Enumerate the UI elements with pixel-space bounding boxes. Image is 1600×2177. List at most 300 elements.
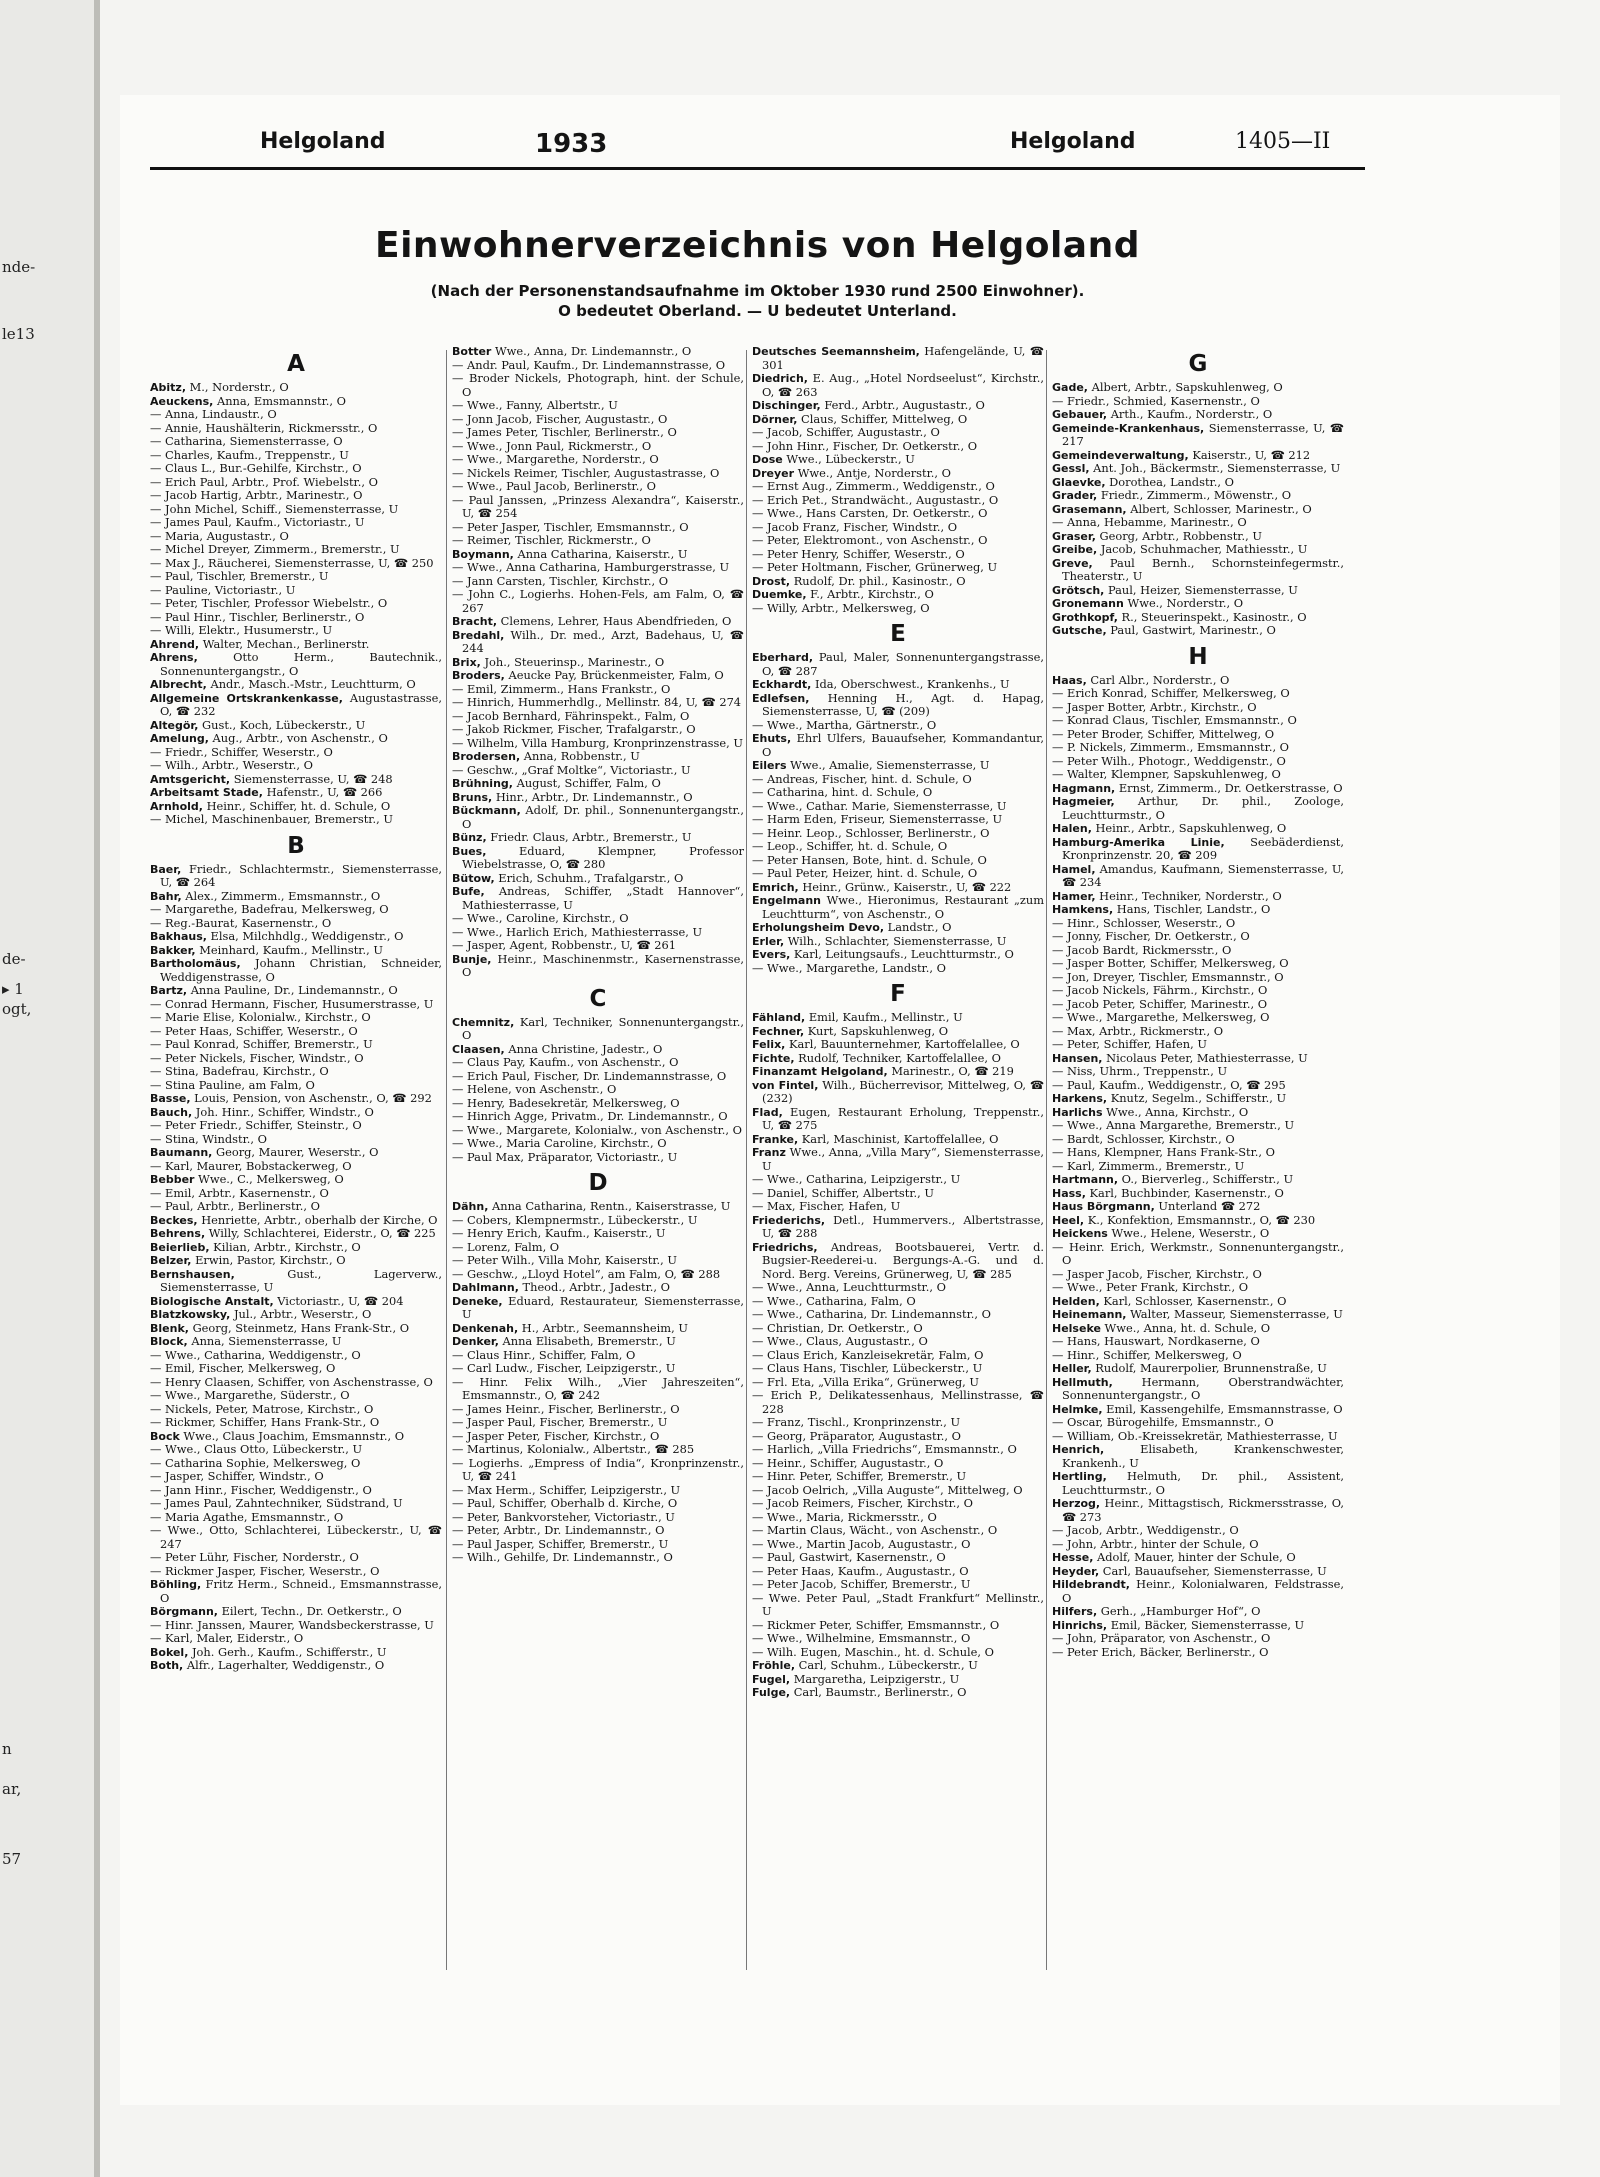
entry-surname: Helseke bbox=[1052, 1321, 1101, 1335]
entry-details: Joh. Gerh., Kaufm., Schifferstr., U bbox=[188, 1644, 387, 1659]
entry-details: Seebäderdienst, Kronprinzenstr. 20, ☎ 209 bbox=[1062, 834, 1344, 862]
directory-entry bbox=[452, 615, 744, 629]
entry-details: O., Bierverleg., Schifferstr., U bbox=[1118, 1172, 1294, 1186]
directory-entry bbox=[752, 1538, 1044, 1552]
section-letter: D bbox=[588, 1170, 608, 1196]
entry-surname: Erholungsheim Devo, bbox=[752, 921, 885, 934]
directory-entry bbox=[452, 696, 744, 710]
entry-details: — Wwe., Jonn Paul, Rickmerstr., O bbox=[452, 438, 652, 453]
directory-entry bbox=[752, 1281, 1044, 1295]
entry-details: Walter, Masseur, Siemensterrasse, U bbox=[1126, 1307, 1343, 1321]
entry-details: — Wwe., Margarethe, Norderstr., O bbox=[452, 452, 659, 466]
directory-entry bbox=[150, 1484, 442, 1498]
directory-entry bbox=[1052, 381, 1344, 395]
entry-details: Adolf, Dr. phil., Sonnenuntergangstr., O bbox=[462, 803, 744, 831]
entry-surname: Bakhaus, bbox=[150, 930, 207, 943]
directory-entry bbox=[1052, 1565, 1344, 1579]
directory-entry bbox=[452, 1137, 744, 1151]
entry-details: — Wwe., Otto, Schlachterei, Lübeckerstr., U, ☎ 247 bbox=[150, 1523, 442, 1551]
directory-entry bbox=[752, 1038, 1044, 1052]
entry-details: — Frl. Eta, „Villa Erika“, Grünerweg, U bbox=[752, 1374, 980, 1389]
directory-entry bbox=[752, 692, 1044, 719]
entry-details: Aug., Arbtr., von Aschenstr., O bbox=[208, 731, 388, 745]
directory-entry bbox=[1052, 1362, 1344, 1376]
entry-details: Anna Pauline, Dr., Lindemannstr., O bbox=[187, 983, 398, 997]
entry-details: — James Paul, Zahntechniker, Südstrand, U bbox=[150, 1496, 403, 1510]
margin-fragment: n bbox=[2, 1740, 12, 1758]
entry-surname: Finanzamt Helgoland, bbox=[752, 1065, 888, 1078]
directory-entry bbox=[150, 435, 442, 449]
directory-entry bbox=[150, 1403, 442, 1417]
directory-entry bbox=[452, 413, 744, 427]
directory-entry bbox=[1052, 836, 1344, 863]
entry-details: — Wwe., Harlich Erich, Mathiesterrasse, U bbox=[452, 924, 703, 939]
directory-entry bbox=[1052, 489, 1344, 503]
entry-details: — Max, Fischer, Hafen, U bbox=[752, 1199, 901, 1213]
directory-entry bbox=[752, 1322, 1044, 1336]
entry-details: — Anna, Lindaustr., O bbox=[150, 407, 277, 421]
directory-entry bbox=[752, 1470, 1044, 1484]
entry-details: Gerh., „Hamburger Hof“, O bbox=[1097, 1604, 1261, 1618]
directory-entry bbox=[1052, 984, 1344, 998]
entry-details: — Wwe., Catharina, Dr. Lindemannstr., O bbox=[752, 1307, 991, 1321]
entry-details: — Heinr. Leop., Schlosser, Berlinerstr., O bbox=[752, 825, 990, 840]
entry-details: Heinr., Kolonialwaren, Feldstrasse, O bbox=[1062, 1577, 1344, 1605]
subtitle-legend: O bedeutet Oberland. — U bedeutet Unterland. bbox=[558, 302, 957, 320]
directory-entry bbox=[150, 1254, 442, 1268]
directory-column-2 bbox=[452, 345, 744, 1985]
entry-details: — Jann Hinr., Fischer, Weddigenstr., O bbox=[150, 1482, 372, 1497]
entry-details: — Wilhelm, Villa Hamburg, Kronprinzenstrasse, U bbox=[452, 735, 743, 750]
directory-entry bbox=[452, 1097, 744, 1111]
directory-entry bbox=[752, 1052, 1044, 1066]
previous-page-edge bbox=[0, 0, 97, 2177]
entry-surname: Grothkopf, bbox=[1052, 610, 1118, 624]
entry-surname: Bokel, bbox=[150, 1645, 189, 1659]
directory-entry bbox=[150, 624, 442, 638]
entry-details: — Catharina, Siemensterrasse, O bbox=[150, 434, 343, 448]
directory-entry bbox=[452, 1043, 744, 1057]
entry-details: — Wwe., Fanny, Albertstr., U bbox=[452, 398, 618, 412]
entry-details: — Catharina Sophie, Melkersweg, O bbox=[150, 1455, 361, 1470]
entry-surname: Harlichs bbox=[1052, 1105, 1103, 1119]
entry-details: — Peter Wilh., Photogr., Weddigenstr., O bbox=[1052, 753, 1286, 768]
directory-entry bbox=[452, 1538, 744, 1552]
section-letter: C bbox=[589, 985, 607, 1012]
entry-details: Carl, Baumstr., Berlinerstr., O bbox=[790, 1685, 967, 1699]
entry-details: Kaiserstr., U, ☎ 212 bbox=[1188, 447, 1311, 462]
entry-surname: Heller, bbox=[1052, 1362, 1092, 1375]
entry-details: — Peter Hansen, Bote, hint. d. Schule, O bbox=[752, 852, 987, 867]
entry-details: — Jacob Peter, Schiffer, Marinestr., O bbox=[1052, 996, 1268, 1011]
entry-surname: Herzog, bbox=[1052, 1497, 1101, 1510]
entry-details: Andr., Masch.-Mstr., Leuchtturm, O bbox=[206, 677, 416, 691]
entry-details: — Conrad Hermann, Fischer, Husumerstrasse, U bbox=[150, 996, 434, 1011]
entry-details: — Michel Dreyer, Zimmerm., Bremerstr., U bbox=[150, 542, 400, 556]
directory-entry bbox=[452, 926, 744, 940]
directory-entry bbox=[1052, 701, 1344, 715]
entry-surname: Franz bbox=[752, 1146, 786, 1159]
entry-details: Wwe., Anna, Dr. Lindemannstr., O bbox=[491, 345, 692, 358]
directory-entry bbox=[1052, 624, 1344, 638]
directory-entry bbox=[1052, 408, 1344, 422]
directory-entry bbox=[150, 638, 442, 652]
entry-surname: Behrens, bbox=[150, 1227, 206, 1240]
entry-details: — Peter Broder, Schiffer, Mittelweg, O bbox=[1052, 726, 1275, 741]
entry-details: — Wwe., Caroline, Kirchstr., O bbox=[452, 911, 629, 925]
entry-surname: Ahrens, bbox=[150, 651, 198, 664]
entry-surname: Baumann, bbox=[150, 1146, 213, 1159]
entry-details: Emil, Bäcker, Siemensterrasse, U bbox=[1107, 1617, 1305, 1632]
directory-entry bbox=[150, 422, 442, 436]
directory-entry bbox=[452, 561, 744, 575]
entry-surname: Halen, bbox=[1052, 822, 1092, 835]
entry-surname: Engelmann bbox=[752, 894, 821, 907]
directory-entry bbox=[150, 503, 442, 517]
entry-surname: Baer, bbox=[150, 862, 182, 876]
directory-entry bbox=[1052, 1079, 1344, 1093]
directory-entry bbox=[150, 1295, 442, 1309]
directory-entry bbox=[1052, 1349, 1344, 1363]
directory-entry bbox=[752, 1619, 1044, 1633]
entry-details: Wwe., Lübeckerstr., U bbox=[782, 452, 915, 466]
directory-entry bbox=[150, 516, 442, 530]
entry-details: Anna Elisabeth, Bremerstr., U bbox=[498, 1334, 676, 1348]
entry-details: — Jacob Franz, Fischer, Windstr., O bbox=[752, 519, 958, 534]
directory-entry bbox=[1052, 1092, 1344, 1106]
directory-entry bbox=[150, 1106, 442, 1120]
directory-entry bbox=[752, 521, 1044, 535]
entry-details: Heinr., Techniker, Norderstr., O bbox=[1095, 888, 1282, 903]
entry-surname: Hildebrandt, bbox=[1052, 1578, 1130, 1591]
directory-entry bbox=[150, 1497, 442, 1511]
directory-entry bbox=[150, 813, 442, 827]
directory-entry bbox=[1052, 1551, 1344, 1565]
directory-entry bbox=[150, 1052, 442, 1066]
entry-details: — Hans, Hauswart, Nordkaserne, O bbox=[1052, 1334, 1260, 1348]
entry-surname: Bakker, bbox=[150, 943, 196, 957]
entry-details: F., Arbtr., Kirchstr., O bbox=[806, 587, 934, 601]
directory-entry bbox=[1052, 782, 1344, 796]
entry-surname: Altegör, bbox=[150, 718, 199, 732]
entry-details: Rudolf, Maurerpolier, Brunnenstraße, U bbox=[1091, 1361, 1327, 1375]
directory-entry bbox=[150, 984, 442, 998]
entry-surname: Gemeindeverwaltung, bbox=[1052, 448, 1189, 462]
directory-entry bbox=[1052, 863, 1344, 890]
entry-details: — Peter, Arbtr., Dr. Lindemannstr., O bbox=[452, 1523, 665, 1537]
directory-entry bbox=[150, 1173, 442, 1187]
directory-entry bbox=[150, 1470, 442, 1484]
entry-details: — Max J., Räucherei, Siemensterrasse, U, ☎ 250 bbox=[150, 555, 434, 570]
entry-details: — Erich P., Delikatessenhaus, Mellinstrasse, ☎ 228 bbox=[752, 1388, 1044, 1416]
entry-details: Ferd., Arbtr., Augustastr., O bbox=[820, 398, 985, 412]
entry-surname: Hansen, bbox=[1052, 1051, 1103, 1065]
directory-entry bbox=[752, 1457, 1044, 1471]
entry-surname: Bückmann, bbox=[452, 804, 521, 817]
directory-entry bbox=[452, 1124, 744, 1138]
entry-details: — John, Arbtr., hinter der Schule, O bbox=[1052, 1536, 1259, 1551]
directory-entry bbox=[1052, 1524, 1344, 1538]
entry-surname: Diedrich, bbox=[752, 372, 808, 385]
margin-fragment: ▸ 1 bbox=[2, 980, 24, 998]
entry-details: — Jacob Hartig, Arbtr., Marinestr., O bbox=[150, 488, 363, 502]
entry-details: — Wwe., Martin Jacob, Augustastr., O bbox=[752, 1536, 971, 1551]
entry-surname: Broders, bbox=[452, 669, 505, 682]
directory-entry bbox=[1052, 971, 1344, 985]
directory-entry bbox=[150, 530, 442, 544]
section-letter: B bbox=[287, 832, 305, 859]
directory-entry bbox=[452, 1430, 744, 1444]
entry-details: — Claus Hans, Tischler, Lübeckerstr., U bbox=[752, 1361, 983, 1375]
entry-surname: Hamkens, bbox=[1052, 903, 1114, 916]
entry-surname: Helmke, bbox=[1052, 1402, 1103, 1416]
entry-surname: Franke, bbox=[752, 1132, 799, 1146]
entry-details: Karl, Techniker, Sonnenuntergangstr., O bbox=[462, 1014, 744, 1042]
directory-entry bbox=[1052, 1146, 1344, 1160]
entry-details: Wilh., Bücherrevisor, Mittelweg, O, ☎ (232) bbox=[762, 1077, 1044, 1105]
entry-details: — Andreas, Fischer, hint. d. Schule, O bbox=[752, 771, 972, 786]
directory-entry bbox=[1052, 449, 1344, 463]
entry-details: — Wwe., Martha, Gärtnerstr., O bbox=[752, 717, 937, 732]
directory-entry bbox=[150, 611, 442, 625]
entry-details: — Hinr. Janssen, Maurer, Wandsbeckerstrasse, U bbox=[150, 1617, 434, 1632]
directory-entry bbox=[1052, 1052, 1344, 1066]
section-letter: A bbox=[287, 351, 305, 377]
header-place-left: Helgoland bbox=[260, 129, 386, 154]
directory-entry bbox=[752, 867, 1044, 881]
directory-entry bbox=[1052, 1214, 1344, 1228]
directory-entry bbox=[452, 1416, 744, 1430]
directory-entry bbox=[752, 1551, 1044, 1565]
entry-details: Siemensterrasse, U, ☎ 248 bbox=[230, 771, 393, 786]
entry-details: Marinestr., O, ☎ 219 bbox=[887, 1064, 1014, 1078]
entry-surname: Abitz, bbox=[150, 381, 186, 394]
entry-surname: Edlefsen, bbox=[752, 691, 810, 705]
directory-entry bbox=[452, 737, 744, 751]
entry-details: E. Aug., „Hotel Nordseelust“, Kirchstr., O, ☎ 263 bbox=[762, 371, 1044, 399]
entry-details: — Wwe., Claus, Augustastr., O bbox=[752, 1334, 928, 1348]
column-rule bbox=[746, 350, 747, 1970]
directory-entry bbox=[1052, 1632, 1344, 1646]
entry-details: — Hans, Klempner, Hans Frank-Str., O bbox=[1052, 1145, 1275, 1159]
directory-entry bbox=[452, 1362, 744, 1376]
directory-entry bbox=[1052, 503, 1344, 517]
directory-entry bbox=[452, 1403, 744, 1417]
entry-surname: Dreyer bbox=[752, 466, 795, 480]
directory-entry bbox=[452, 1524, 744, 1538]
margin-fragment: ogt, bbox=[2, 1000, 32, 1018]
directory-entry bbox=[150, 786, 442, 800]
entry-details: Anna, Siemensterrasse, U bbox=[187, 1334, 342, 1348]
page-title: Einwohnerverzeichnis von Helgoland bbox=[374, 225, 1140, 266]
directory-entry bbox=[752, 1524, 1044, 1538]
directory-entry bbox=[150, 449, 442, 463]
entry-details: — Peter Wilh., Villa Mohr, Kaiserstr., U bbox=[452, 1253, 677, 1267]
entry-details: — Jacob Reimers, Fischer, Kirchstr., O bbox=[752, 1496, 973, 1510]
directory-entry bbox=[452, 467, 744, 481]
entry-surname: Bunje, bbox=[452, 952, 492, 966]
entry-surname: Belzer, bbox=[150, 1254, 192, 1267]
entry-details: — Erich Paul, Fischer, Dr. Lindemannstrasse, O bbox=[452, 1068, 727, 1083]
entry-details: Georg, Arbtr., Robbenstr., U bbox=[1095, 528, 1262, 543]
entry-details: — Peter Lühr, Fischer, Norderstr., O bbox=[150, 1550, 359, 1564]
entry-details: Karl, Bauunternehmer, Kartoffelallee, O bbox=[785, 1037, 1020, 1051]
directory-entry bbox=[752, 800, 1044, 814]
entry-details: — Peter Haas, Kaufm., Augustastr., O bbox=[752, 1563, 969, 1578]
entry-details: — Niss, Uhrm., Treppenstr., U bbox=[1052, 1064, 1228, 1078]
entry-surname: Bruns, bbox=[452, 790, 493, 804]
entry-surname: Amtsgericht, bbox=[150, 772, 231, 786]
directory-entry bbox=[752, 1659, 1044, 1673]
entry-details: — Hinr., Schiffer, Melkersweg, O bbox=[1052, 1347, 1242, 1362]
entry-details: Friedr. Claus, Arbtr., Bremerstr., U bbox=[486, 830, 692, 844]
directory-entry bbox=[1052, 1038, 1344, 1052]
directory-entry bbox=[452, 953, 744, 980]
entry-details: — Hinrich Agge, Privatm., Dr. Lindemannstr., O bbox=[452, 1109, 728, 1123]
entry-details: — Paul, Tischler, Bremerstr., U bbox=[150, 569, 329, 583]
entry-details: — Rickmer Jasper, Fischer, Weserstr., O bbox=[150, 1563, 380, 1578]
directory-entry bbox=[752, 345, 1044, 372]
entry-details: — Wwe. Peter Paul, „Stadt Frankfurt“ Mellinstr., U bbox=[752, 1590, 1044, 1618]
directory-entry bbox=[452, 1056, 744, 1070]
entry-surname: Hertling, bbox=[1052, 1470, 1107, 1483]
entry-surname: Gessl, bbox=[1052, 462, 1090, 475]
entry-details: — Ernst Aug., Zimmerm., Weddigenstr., O bbox=[752, 479, 995, 493]
entry-details: Anna, Robbenstr., U bbox=[520, 749, 640, 763]
directory-entry bbox=[752, 1416, 1044, 1430]
directory-entry bbox=[452, 1200, 744, 1214]
directory-entry bbox=[1052, 903, 1344, 917]
directory-entry bbox=[752, 1011, 1044, 1025]
directory-entry bbox=[752, 1565, 1044, 1579]
directory-entry bbox=[150, 1551, 442, 1565]
directory-entry bbox=[452, 1070, 744, 1084]
entry-details: — Jasper Jacob, Fischer, Kirchstr., O bbox=[1052, 1266, 1262, 1281]
directory-entry bbox=[452, 534, 744, 548]
directory-entry bbox=[452, 440, 744, 454]
entry-details: — Carl Ludw., Fischer, Leipzigerstr., U bbox=[452, 1361, 676, 1375]
directory-entry bbox=[1052, 917, 1344, 931]
directory-entry bbox=[150, 957, 442, 984]
entry-details: Carl, Schuhm., Lübeckerstr., U bbox=[795, 1658, 978, 1672]
entry-details: Hinr., Arbtr., Dr. Lindemannstr., O bbox=[492, 789, 693, 804]
directory-entry bbox=[150, 863, 442, 890]
directory-entry bbox=[752, 1335, 1044, 1349]
directory-entry bbox=[150, 543, 442, 557]
entry-details: — Nickels, Peter, Matrose, Kirchstr., O bbox=[150, 1401, 374, 1416]
entry-details: Anna Christine, Jadestr., O bbox=[504, 1041, 663, 1056]
entry-details: — Paul, Schiffer, Oberhalb d. Kirche, O bbox=[452, 1496, 678, 1510]
directory-entry bbox=[452, 480, 744, 494]
directory-entry bbox=[150, 1416, 442, 1430]
entry-details: — Erich Pet., Strandwächt., Augustastr., O bbox=[752, 492, 999, 507]
directory-entry bbox=[452, 426, 744, 440]
entry-details: — Jasper, Schiffer, Windstr., O bbox=[150, 1469, 324, 1483]
directory-entry bbox=[752, 1295, 1044, 1309]
directory-entry bbox=[452, 885, 744, 912]
entry-details: Arthur, Dr. phil., Zoologe, Leuchtturmstr., O bbox=[1062, 794, 1344, 822]
entry-surname: Hagmann, bbox=[1052, 781, 1116, 795]
directory-column-1 bbox=[150, 345, 442, 1985]
entry-details: Andreas, Schiffer, „Stadt Hannover“, Mathiesterrasse, U bbox=[462, 884, 744, 912]
directory-entry bbox=[452, 1214, 744, 1228]
directory-entry bbox=[1052, 998, 1344, 1012]
page-number: 1405—II bbox=[1235, 129, 1331, 154]
directory-entry bbox=[150, 1160, 442, 1174]
entry-details: Willy, Schlachterei, Eiderstr., O, ☎ 225 bbox=[205, 1226, 436, 1240]
margin-fragment: 57 bbox=[2, 1850, 22, 1868]
section-letter: G bbox=[1188, 351, 1208, 377]
entry-surname: Hagmeier, bbox=[1052, 795, 1115, 808]
entry-details: Meinhard, Kaufm., Mellinstr., U bbox=[195, 942, 383, 957]
directory-entry bbox=[752, 1443, 1044, 1457]
directory-entry bbox=[452, 872, 744, 886]
directory-entry bbox=[752, 935, 1044, 949]
directory-column-3 bbox=[752, 345, 1044, 1985]
directory-entry bbox=[752, 1646, 1044, 1660]
entry-surname: Blatzkowsky, bbox=[150, 1308, 231, 1321]
entry-details: Unterland ☎ 272 bbox=[1154, 1199, 1261, 1213]
directory-entry bbox=[150, 395, 442, 409]
entry-details: — Oscar, Bürogehilfe, Emsmannstr., O bbox=[1052, 1415, 1274, 1429]
entry-details: Georg, Steinmetz, Hans Frank-Str., O bbox=[188, 1320, 410, 1335]
entry-details: Karl, Leitungsaufs., Leuchtturmstr., O bbox=[790, 947, 1014, 961]
header-year: 1933 bbox=[535, 129, 608, 159]
entry-details: — P. Nickels, Zimmerm., Emsmannstr., O bbox=[1052, 740, 1290, 754]
directory-entry bbox=[452, 1241, 744, 1255]
entry-details: — Martinus, Kolonialw., Albertstr., ☎ 285 bbox=[452, 1442, 695, 1456]
directory-entry bbox=[150, 1065, 442, 1079]
entry-surname: Dischinger, bbox=[752, 399, 821, 412]
directory-entry bbox=[150, 903, 442, 917]
entry-details: — Paul Jasper, Schiffer, Bremerstr., U bbox=[452, 1536, 669, 1551]
directory-entry bbox=[150, 1187, 442, 1201]
directory-entry bbox=[752, 588, 1044, 602]
directory-entry bbox=[752, 1214, 1044, 1241]
entry-details: — Jann Carsten, Tischler, Kirchstr., O bbox=[452, 573, 669, 588]
entry-surname: Denkenah, bbox=[452, 1321, 519, 1335]
directory-entry bbox=[752, 1241, 1044, 1282]
directory-entry bbox=[452, 912, 744, 926]
entry-surname: Block, bbox=[150, 1335, 188, 1348]
entry-details: — Stina, Badefrau, Kirchstr., O bbox=[150, 1064, 329, 1078]
entry-surname: Böhling, bbox=[150, 1578, 202, 1591]
entry-details: Otto Herm., Bautechnik., Sonnenuntergangstr., O bbox=[160, 650, 442, 678]
directory-entry bbox=[752, 678, 1044, 692]
directory-entry bbox=[752, 1497, 1044, 1511]
column-rule bbox=[1046, 350, 1047, 1970]
directory-entry bbox=[752, 1578, 1044, 1592]
entry-details: — Hinr. Peter, Schiffer, Bremerstr., U bbox=[752, 1469, 967, 1483]
directory-entry bbox=[752, 894, 1044, 921]
entry-details: Walter, Mechan., Berlinerstr. bbox=[199, 636, 370, 651]
entry-surname: Gemeinde-Krankenhaus, bbox=[1052, 421, 1205, 435]
directory-entry bbox=[1052, 795, 1344, 822]
entry-details: — Wwe., Claus Otto, Lübeckerstr., U bbox=[150, 1442, 363, 1456]
entry-details: — Hinr., Schlosser, Weserstr., O bbox=[1052, 915, 1236, 930]
directory-entry bbox=[752, 773, 1044, 787]
directory-entry bbox=[752, 440, 1044, 454]
entry-surname: Bernshausen, bbox=[150, 1267, 235, 1281]
directory-entry bbox=[452, 1349, 744, 1363]
directory-entry bbox=[150, 1133, 442, 1147]
directory-entry bbox=[1052, 1443, 1344, 1470]
entry-details: Wwe., Anna, ht. d. Schule, O bbox=[1100, 1320, 1271, 1335]
directory-entry bbox=[452, 1551, 744, 1565]
entry-surname: Friederichs, bbox=[752, 1213, 826, 1227]
directory-entry bbox=[150, 746, 442, 760]
directory-entry bbox=[1052, 597, 1344, 611]
